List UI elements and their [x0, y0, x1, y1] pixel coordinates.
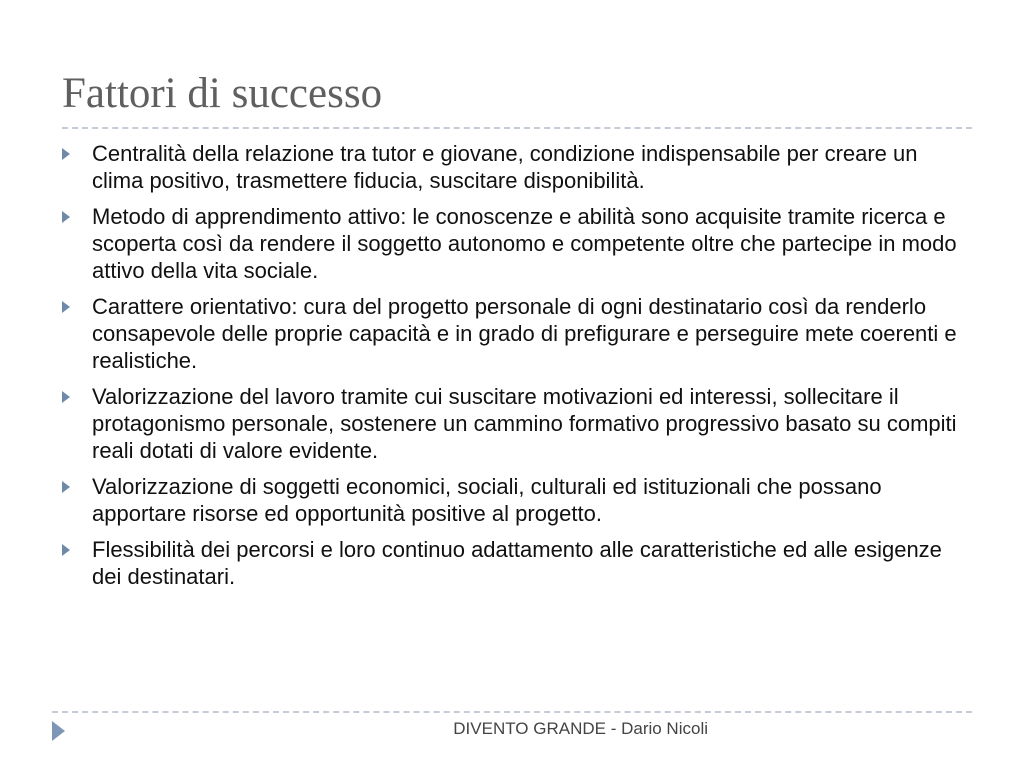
play-arrow-icon[interactable] — [52, 721, 65, 741]
bullet-list — [62, 140, 962, 599]
triangle-right-icon — [62, 544, 70, 556]
bullet-item — [62, 293, 962, 374]
triangle-right-icon — [62, 391, 70, 403]
bullet-item — [62, 536, 962, 590]
triangle-right-icon — [62, 148, 70, 160]
bullet-text: Valorizzazione di soggetti economici, sociali, culturali ed istituzionali che possano apportare risorse ed opportunità positive al progetto. — [92, 474, 882, 526]
triangle-right-icon — [62, 481, 70, 493]
bullet-item — [62, 473, 962, 527]
slide-footer: DIVENTO GRANDE - Dario Nicoli — [453, 719, 708, 738]
bullet-text: Valorizzazione del lavoro tramite cui suscitare motivazioni ed interessi, sollecitare il protagonismo personale, sostenere un cammino formativo progressivo basato su compiti reali dotati di valore evidente. — [92, 384, 957, 463]
bullet-item — [62, 203, 962, 284]
bullet-text: Centralità della relazione tra tutor e giovane, condizione indispensabile per creare un clima positivo, trasmettere fiducia, suscitare disponibilità. — [92, 141, 918, 193]
bullet-text: Carattere orientativo: cura del progetto personale di ogni destinatario così da renderlo consapevole delle proprie capacità e in grado di prefigurare e perseguire mete coerenti e realistiche. — [92, 294, 957, 373]
bullet-text: Metodo di apprendimento attivo: le conoscenze e abilità sono acquisite tramite ricerca e scoperta così da rendere il soggetto autonomo e competente oltre che partecipe in modo attivo della vita sociale. — [92, 204, 957, 283]
footer-divider — [52, 711, 972, 713]
triangle-right-icon — [62, 211, 70, 223]
bullet-text: Flessibilità dei percorsi e loro continuo adattamento alle caratteristiche ed alle esigenze dei destinatari. — [92, 537, 942, 589]
title-divider — [62, 127, 972, 129]
bullet-item — [62, 140, 962, 194]
triangle-right-icon — [62, 301, 70, 313]
slide-title: Fattori di successo — [62, 70, 383, 117]
bullet-item — [62, 383, 962, 464]
